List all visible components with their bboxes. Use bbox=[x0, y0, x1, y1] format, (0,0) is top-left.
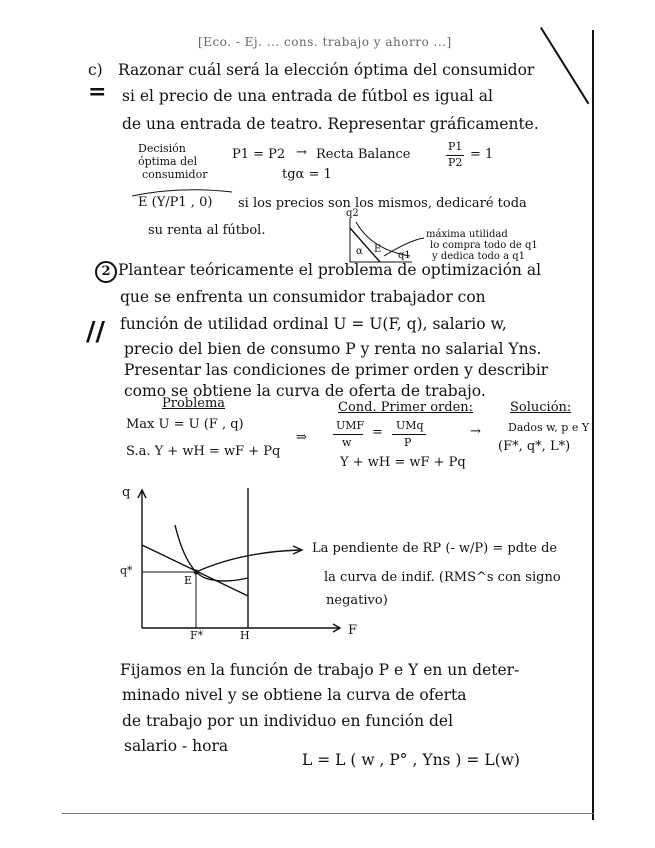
foc-budget: Y + wH = wF + Pq bbox=[340, 455, 466, 470]
ratio-numerator: P1 bbox=[448, 140, 463, 153]
problem-title: Problema bbox=[162, 396, 226, 411]
part-c-text-1: si los precios son los mismos, dedicaré toda bbox=[238, 196, 527, 211]
part-2-line-2: que se enfrenta un consumidor trabajador con bbox=[120, 288, 486, 306]
ratio-equals: = 1 bbox=[470, 147, 494, 162]
tangent-alpha: tgα = 1 bbox=[282, 167, 332, 182]
decision-label-1: Decisión bbox=[138, 142, 186, 155]
foc-eq: = bbox=[372, 425, 383, 440]
small-alpha: α bbox=[356, 246, 363, 257]
part-c-mark: = bbox=[88, 79, 107, 105]
arrow-1: → bbox=[296, 145, 307, 160]
labor-note-3: negativo) bbox=[326, 593, 388, 608]
labor-point-e: E bbox=[184, 574, 193, 587]
labor-q-star: q* bbox=[120, 564, 133, 577]
small-annotation-3: y dedica todo a q1 bbox=[432, 251, 526, 262]
conclusion-line-2: minado nivel y se obtiene la curva de oferta bbox=[122, 686, 467, 704]
foc-arrow: → bbox=[470, 424, 481, 439]
foc-left-num: UMF bbox=[336, 419, 365, 432]
conclusion-line-4: salario - hora bbox=[124, 737, 229, 755]
labor-note-2: la curva de indif. (RMS^s con signo bbox=[324, 570, 561, 585]
labor-x-axis-label: F bbox=[348, 623, 358, 638]
part-2-line-6: como se obtiene la curva de oferta de trabajo. bbox=[124, 382, 486, 400]
labor-y-axis-label: q bbox=[122, 485, 131, 500]
problem-constraint: S.a. Y + wH = wF + Pq bbox=[126, 444, 281, 459]
part-2-line-4: precio del bien de consumo P y renta no salarial Yns. bbox=[124, 340, 542, 358]
conclusion-line-3: de trabajo por un individuo en función del bbox=[122, 712, 454, 730]
foc-right-num: UMq bbox=[396, 419, 424, 432]
decision-label-3: consumidor bbox=[142, 168, 208, 181]
decision-label-2: óptima del bbox=[138, 155, 198, 168]
corner-solution: E (Y/P1 , 0) bbox=[138, 195, 213, 210]
foc-title: Cond. Primer orden: bbox=[338, 400, 474, 415]
header-scribble: [Eco. - Ej. ... cons. trabajo y ahorro ...] bbox=[198, 35, 452, 49]
implies-arrow: ⇒ bbox=[296, 430, 307, 445]
part-c-label: c) bbox=[88, 61, 103, 79]
labor-note-1: La pendiente de RP (- w/P) = pdte de bbox=[312, 541, 558, 556]
question-2-circle: 2 bbox=[95, 261, 117, 283]
labor-f-star: F* bbox=[190, 629, 204, 642]
ratio-denominator: P2 bbox=[448, 156, 463, 169]
small-annotation-2: lo compra todo de q1 bbox=[430, 240, 538, 251]
small-point-e: E bbox=[374, 244, 382, 255]
solution-values: (F*, q*, L*) bbox=[498, 439, 571, 454]
labor-supply-formula: L = L ( w , P° , Yns ) = L(w) bbox=[302, 751, 520, 769]
solution-given: Dados w, p e Y bbox=[508, 421, 590, 434]
budget-line-label: Recta Balance bbox=[316, 147, 411, 162]
part-2-line-5: Presentar las condiciones de primer orden y describir bbox=[124, 361, 549, 379]
part-c-line-3: de una entrada de teatro. Representar gráficamente. bbox=[122, 115, 539, 133]
part-c-text-2: su renta al fútbol. bbox=[148, 223, 266, 238]
part-c-line-1: Razonar cuál será la elección óptima del consumidor bbox=[118, 61, 535, 79]
foc-right-den: P bbox=[404, 436, 412, 449]
small-axis-q2: q2 bbox=[346, 208, 359, 219]
part-c-line-2: si el precio de una entrada de fútbol es igual al bbox=[122, 87, 493, 105]
foc-left-den: w bbox=[342, 436, 352, 449]
solution-title: Solución: bbox=[510, 400, 572, 415]
margin-mark: // bbox=[86, 317, 105, 347]
small-axis-q1: q1 bbox=[398, 250, 411, 261]
part-2-line-3: función de utilidad ordinal U = U(F, q), salario w, bbox=[120, 315, 507, 333]
labor-h: H bbox=[240, 629, 250, 642]
problem-max: Max U = U (F , q) bbox=[126, 417, 244, 432]
small-annotation-1: máxima utilidad bbox=[426, 229, 508, 240]
part-2-line-1: Plantear teóricamente el problema de optimización al bbox=[118, 261, 542, 279]
price-equality: P1 = P2 bbox=[232, 147, 286, 162]
conclusion-line-1: Fijamos en la función de trabajo P e Y en un deter- bbox=[120, 661, 520, 679]
